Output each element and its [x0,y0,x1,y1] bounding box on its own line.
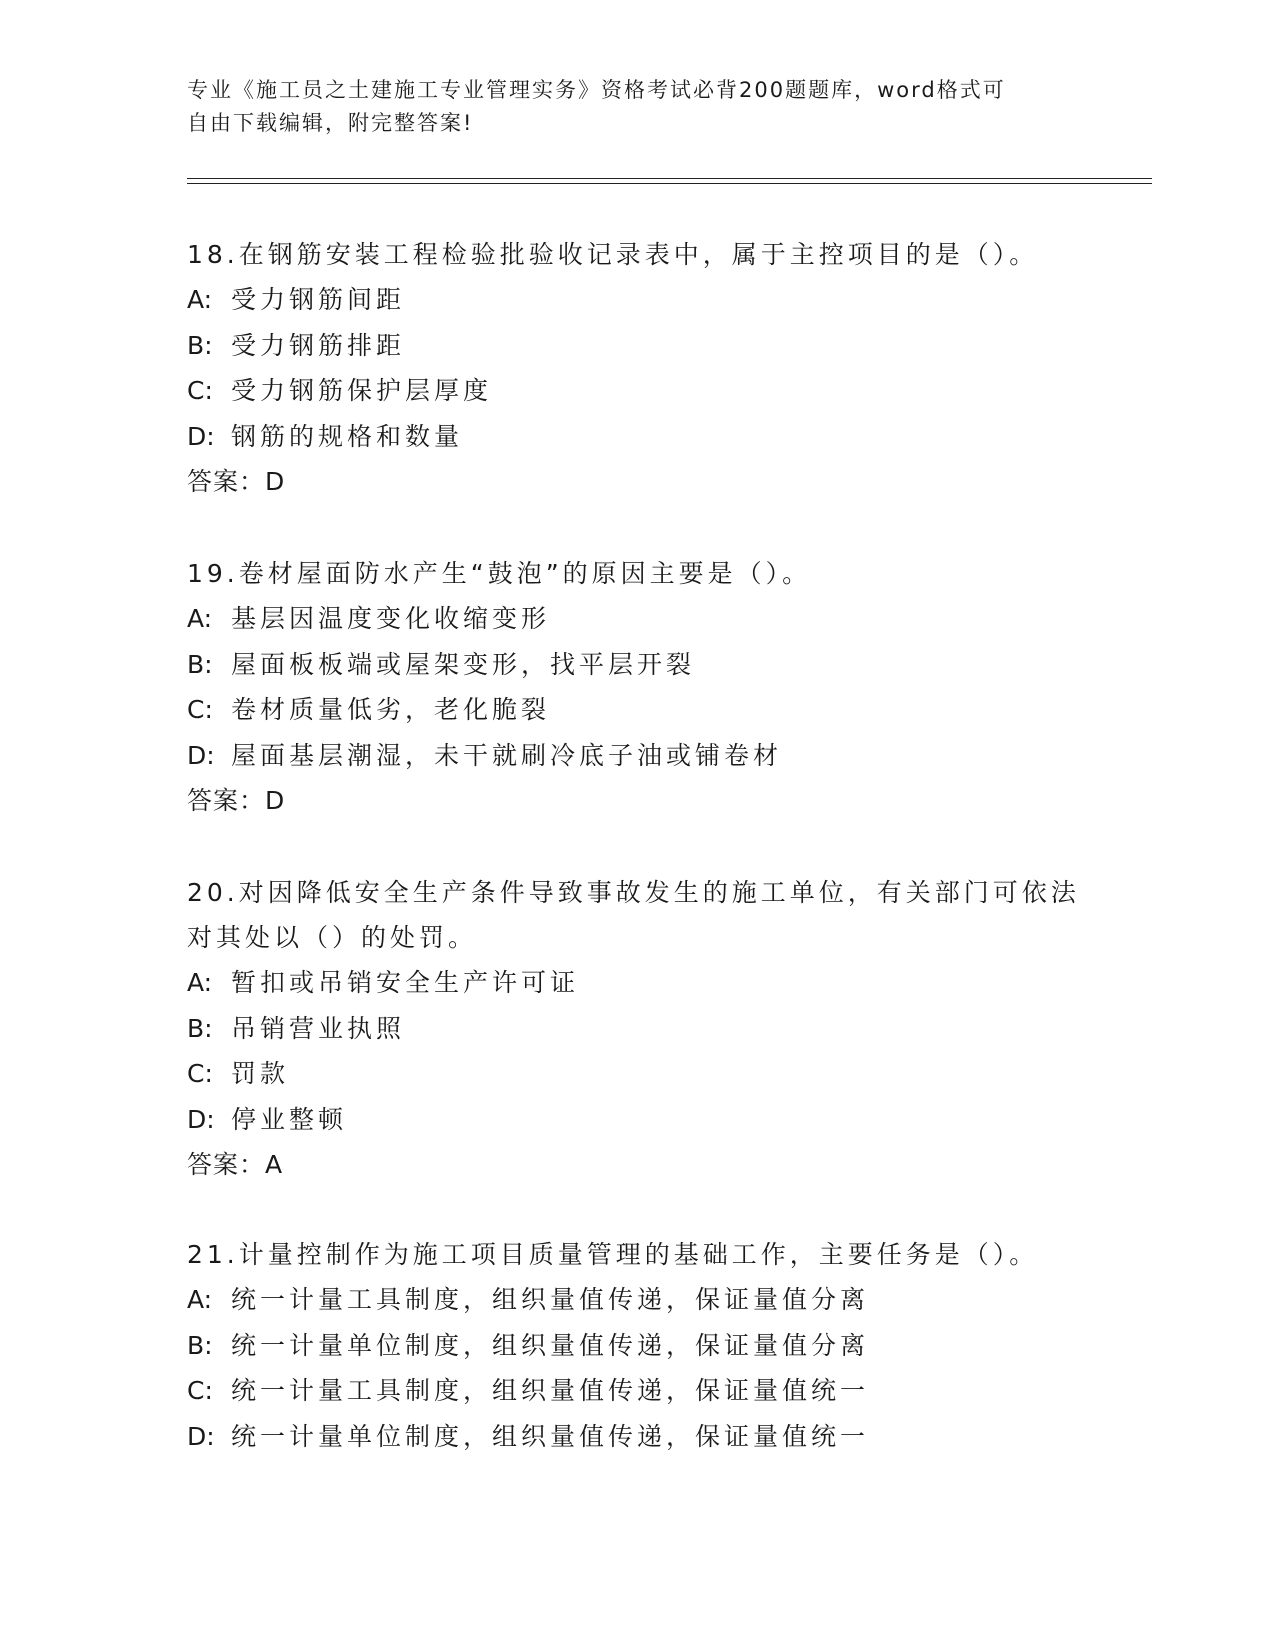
option-text: 统一计量工具制度，组织量值传递，保证量值统一 [231,1376,870,1405]
option-letter: C: [187,1376,213,1405]
question-stem-line: 21.计量控制作为施工项目质量管理的基础工作，主要任务是（）。 [187,1240,1039,1269]
option-letter: D: [187,1421,215,1451]
option-text: 卷材质量低劣，老化脆裂 [231,695,551,724]
question-stem-line: 对其处以（）的处罚。 [187,923,478,952]
document-header [187,74,1067,140]
option-text: 受力钢筋间距 [231,285,406,314]
option-text: 停业整顿 [231,1104,348,1134]
header-divider-bottom [187,183,1152,184]
option-c [187,1051,1087,1097]
option-letter: A: [187,968,213,997]
option-text: 统一计量单位制度，组织量值传递，保证量值分离 [231,1330,870,1360]
option-b [187,1006,1087,1052]
question-21 [187,1232,1087,1459]
option-b [187,323,1087,369]
option-letter: A: [187,1285,213,1314]
question-18 [187,232,1087,504]
option-d [187,414,1087,460]
option-text: 罚款 [231,1059,290,1088]
question-stem-line: 18.在钢筋安装工程检验批验收记录表中，属于主控项目的是（）。 [187,240,1039,269]
option-d [187,1414,1087,1460]
question-stem [187,232,1087,277]
option-b [187,1323,1087,1369]
option-d [187,1097,1087,1143]
option-text: 暂扣或吊销安全生产许可证 [231,968,580,997]
option-text: 受力钢筋保护层厚度 [231,376,493,405]
option-letter: D: [187,740,215,770]
question-19 [187,551,1087,823]
header-divider-top [187,178,1152,179]
option-b [187,642,1087,688]
option-a [187,1277,1087,1323]
option-letter: D: [187,1104,215,1134]
option-letter: A: [187,285,213,314]
option-a [187,277,1087,323]
question-20 [187,870,1087,1187]
question-stem [187,551,1087,596]
option-a [187,960,1087,1006]
option-letter: C: [187,376,213,405]
header-line-2: 自由下载编辑，附完整答案! [187,111,474,135]
option-letter: B: [187,1013,213,1043]
option-c [187,1368,1087,1414]
option-letter: B: [187,1330,213,1360]
answer-line: 答案：A [187,1150,284,1179]
answer-line: 答案：D [187,786,286,815]
option-c [187,687,1087,733]
option-text: 统一计量单位制度，组织量值传递，保证量值统一 [231,1421,870,1451]
option-d [187,733,1087,779]
option-text: 吊销营业执照 [231,1013,406,1043]
option-letter: A: [187,604,213,633]
question-stem-line: 20.对因降低安全生产条件导致事故发生的施工单位，有关部门可依法 [187,878,1080,907]
option-letter: D: [187,421,215,451]
option-text: 统一计量工具制度，组织量值传递，保证量值分离 [231,1285,870,1314]
question-stem [187,1232,1087,1277]
option-text: 钢筋的规格和数量 [231,421,464,451]
question-stem [187,870,1087,960]
option-text: 受力钢筋排距 [231,330,406,360]
option-text: 基层因温度变化收缩变形 [231,604,551,633]
option-letter: B: [187,330,213,360]
option-letter: C: [187,695,213,724]
option-letter: B: [187,649,213,679]
option-c [187,368,1087,414]
option-text: 屋面板板端或屋架变形，找平层开裂 [231,649,696,679]
question-stem-line: 19.卷材屋面防水产生“鼓泡”的原因主要是（）。 [187,559,812,588]
option-text: 屋面基层潮湿，未干就刷冷底子油或铺卷材 [231,740,783,770]
option-letter: C: [187,1059,213,1088]
answer-line: 答案：D [187,467,286,496]
option-a [187,596,1087,642]
header-line-1: 专业《施工员之土建施工专业管理实务》资格考试必背200题题库，word格式可 [187,78,1006,102]
